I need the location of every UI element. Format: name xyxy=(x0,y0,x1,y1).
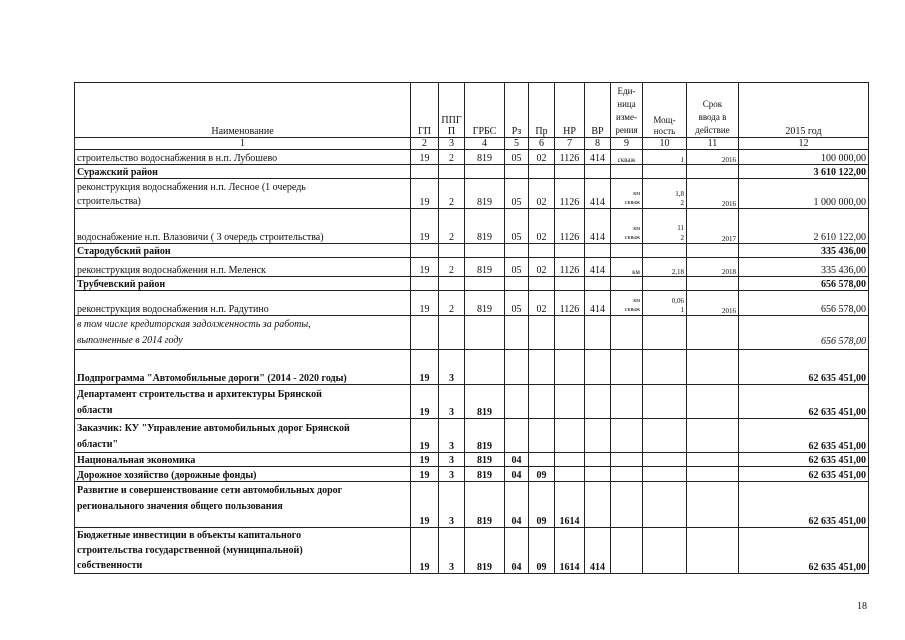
cell-unit: скваж xyxy=(611,150,643,165)
cell-nr: 1614 xyxy=(555,528,585,574)
cell-grbs xyxy=(465,350,505,385)
cell-power xyxy=(643,244,687,258)
cell-vr xyxy=(585,277,611,291)
cell-vr xyxy=(585,419,611,453)
colnum: 3 xyxy=(439,138,465,150)
cell-pr xyxy=(529,316,555,350)
cell-pr: 02 xyxy=(529,291,555,316)
cell-nr xyxy=(555,453,585,467)
cell-ppgp: 3 xyxy=(439,453,465,467)
cell-grbs: 819 xyxy=(465,467,505,482)
colnum: 7 xyxy=(555,138,585,150)
cell-pr: 09 xyxy=(529,482,555,528)
budget-table xyxy=(74,82,869,574)
cell-amount: 62 635 451,00 xyxy=(739,453,869,467)
header-term: Срок ввода в действие xyxy=(687,83,739,138)
cell-vr: 414 xyxy=(585,258,611,277)
cell-unit: км скваж xyxy=(611,291,643,316)
cell-vr xyxy=(585,316,611,350)
cell-vr xyxy=(585,165,611,179)
cell-amount: 656 578,00 xyxy=(739,277,869,291)
page-number: 18 xyxy=(857,601,867,612)
cell-amount: 62 635 451,00 xyxy=(739,528,869,574)
header-name: Наименование xyxy=(75,83,411,138)
cell-ppgp: 2 xyxy=(439,179,465,209)
cell-nr: 1126 xyxy=(555,209,585,244)
cell-rz: 04 xyxy=(505,467,529,482)
cell-vr xyxy=(585,385,611,419)
cell-gp: 19 xyxy=(411,209,439,244)
cell-grbs: 819 xyxy=(465,209,505,244)
cell-rz: 05 xyxy=(505,291,529,316)
cell-vr xyxy=(585,453,611,467)
cell-rz xyxy=(505,419,529,453)
cell-nr xyxy=(555,419,585,453)
cell-ppgp: 2 xyxy=(439,209,465,244)
cell-amount: 62 635 451,00 xyxy=(739,482,869,528)
row-name: Департамент строительства и архитектуры Брянской области xyxy=(75,385,411,419)
cell-term: 2018 xyxy=(687,258,739,277)
cell-grbs: 819 xyxy=(465,453,505,467)
table-row xyxy=(75,419,869,453)
row-name: Дорожное хозяйство (дорожные фонды) xyxy=(75,467,411,482)
colnum: 10 xyxy=(643,138,687,150)
cell-term xyxy=(687,350,739,385)
table-row xyxy=(75,385,869,419)
cell-ppgp: 3 xyxy=(439,419,465,453)
cell-pr: 02 xyxy=(529,209,555,244)
colnum: 4 xyxy=(465,138,505,150)
cell-grbs: 819 xyxy=(465,528,505,574)
table-row xyxy=(75,179,869,209)
cell-nr xyxy=(555,277,585,291)
cell-term xyxy=(687,244,739,258)
cell-gp: 19 xyxy=(411,150,439,165)
table-row xyxy=(75,350,869,385)
cell-power: 2,18 xyxy=(643,258,687,277)
cell-gp xyxy=(411,244,439,258)
cell-term xyxy=(687,419,739,453)
cell-nr xyxy=(555,244,585,258)
cell-term xyxy=(687,453,739,467)
cell-rz: 04 xyxy=(505,528,529,574)
cell-nr xyxy=(555,467,585,482)
colnum: 5 xyxy=(505,138,529,150)
cell-ppgp: 3 xyxy=(439,482,465,528)
cell-gp: 19 xyxy=(411,179,439,209)
row-name: реконструкция водоснабжения н.п. Лесное (1 очередь строительства) xyxy=(75,179,411,209)
cell-gp: 19 xyxy=(411,350,439,385)
cell-unit xyxy=(611,277,643,291)
row-name: Развитие и совершенствование сети автомобильных дорог регионального значения общего пользования xyxy=(75,482,411,528)
cell-term: 2016 xyxy=(687,150,739,165)
table-row xyxy=(75,528,869,574)
cell-ppgp: 3 xyxy=(439,385,465,419)
table-row xyxy=(75,165,869,179)
table-row xyxy=(75,467,869,482)
cell-vr xyxy=(585,350,611,385)
cell-power: 11 2 xyxy=(643,209,687,244)
cell-power: 1 xyxy=(643,150,687,165)
table-row xyxy=(75,482,869,528)
table-row xyxy=(75,277,869,291)
cell-unit xyxy=(611,453,643,467)
cell-nr xyxy=(555,165,585,179)
cell-power xyxy=(643,482,687,528)
table-row xyxy=(75,291,869,316)
cell-ppgp: 2 xyxy=(439,258,465,277)
cell-grbs xyxy=(465,165,505,179)
header-nr: НР xyxy=(555,83,585,138)
cell-ppgp xyxy=(439,277,465,291)
row-name: в том числе кредиторская задолженность за работы, выполненные в 2014 году xyxy=(75,316,411,350)
cell-amount: 62 635 451,00 xyxy=(739,385,869,419)
header-unit: Еди- ница изме- рения xyxy=(611,83,643,138)
cell-pr: 09 xyxy=(529,467,555,482)
cell-rz: 04 xyxy=(505,453,529,467)
cell-power: 1,8 2 xyxy=(643,179,687,209)
colnum: 12 xyxy=(739,138,869,150)
header-vr: ВР xyxy=(585,83,611,138)
cell-nr: 1614 xyxy=(555,482,585,528)
cell-amount: 3 610 122,00 xyxy=(739,165,869,179)
header-ppgp: ППГ П xyxy=(439,83,465,138)
cell-power xyxy=(643,528,687,574)
header-grbs: ГРБС xyxy=(465,83,505,138)
row-name: Подпрограмма "Автомобильные дороги" (2014 - 2020 годы) xyxy=(75,350,411,385)
row-name: Стародубский район xyxy=(75,244,411,258)
header-rz: Рз xyxy=(505,83,529,138)
cell-unit xyxy=(611,419,643,453)
cell-vr xyxy=(585,482,611,528)
cell-gp: 19 xyxy=(411,467,439,482)
colnum: 8 xyxy=(585,138,611,150)
cell-grbs: 819 xyxy=(465,258,505,277)
cell-pr xyxy=(529,277,555,291)
cell-unit xyxy=(611,316,643,350)
cell-pr xyxy=(529,385,555,419)
cell-gp: 19 xyxy=(411,258,439,277)
cell-amount: 62 635 451,00 xyxy=(739,350,869,385)
cell-ppgp xyxy=(439,244,465,258)
cell-power xyxy=(643,316,687,350)
cell-vr: 414 xyxy=(585,150,611,165)
cell-amount: 656 578,00 xyxy=(739,316,869,350)
cell-ppgp: 2 xyxy=(439,291,465,316)
colnum: 1 xyxy=(75,138,411,150)
colnum: 11 xyxy=(687,138,739,150)
cell-power xyxy=(643,277,687,291)
colnum: 2 xyxy=(411,138,439,150)
row-name: реконструкция водоснабжения н.п. Меленск xyxy=(75,258,411,277)
table-row xyxy=(75,150,869,165)
cell-power xyxy=(643,385,687,419)
cell-amount: 62 635 451,00 xyxy=(739,467,869,482)
cell-pr: 02 xyxy=(529,258,555,277)
cell-unit: км xyxy=(611,258,643,277)
colnum: 9 xyxy=(611,138,643,150)
cell-unit: км скваж xyxy=(611,209,643,244)
cell-nr: 1126 xyxy=(555,291,585,316)
cell-unit xyxy=(611,165,643,179)
cell-amount: 335 436,00 xyxy=(739,258,869,277)
cell-grbs: 819 xyxy=(465,291,505,316)
cell-rz xyxy=(505,165,529,179)
row-name: водоснабжение н.п. Влазовичи ( 3 очередь строительства) xyxy=(75,209,411,244)
table-row xyxy=(75,316,869,350)
table-row xyxy=(75,258,869,277)
cell-nr xyxy=(555,350,585,385)
cell-unit xyxy=(611,385,643,419)
row-name: Трубчевский район xyxy=(75,277,411,291)
cell-nr xyxy=(555,385,585,419)
cell-gp: 19 xyxy=(411,482,439,528)
header-year: 2015 год xyxy=(739,83,869,138)
cell-nr: 1126 xyxy=(555,179,585,209)
cell-unit xyxy=(611,528,643,574)
cell-power xyxy=(643,467,687,482)
cell-grbs: 819 xyxy=(465,419,505,453)
cell-ppgp xyxy=(439,165,465,179)
cell-rz xyxy=(505,385,529,419)
cell-rz: 05 xyxy=(505,179,529,209)
row-name: Суражский район xyxy=(75,165,411,179)
cell-term xyxy=(687,277,739,291)
cell-power: 0,06 1 xyxy=(643,291,687,316)
cell-amount: 2 610 122,00 xyxy=(739,209,869,244)
cell-power xyxy=(643,350,687,385)
cell-unit xyxy=(611,482,643,528)
cell-rz: 04 xyxy=(505,482,529,528)
cell-term xyxy=(687,528,739,574)
cell-vr xyxy=(585,467,611,482)
row-name: строительство водоснабжения в н.п. Лубошево xyxy=(75,150,411,165)
cell-gp: 19 xyxy=(411,385,439,419)
cell-amount: 62 635 451,00 xyxy=(739,419,869,453)
cell-amount: 656 578,00 xyxy=(739,291,869,316)
cell-pr xyxy=(529,453,555,467)
cell-gp: 19 xyxy=(411,453,439,467)
cell-amount: 1 000 000,00 xyxy=(739,179,869,209)
cell-pr xyxy=(529,419,555,453)
cell-rz xyxy=(505,316,529,350)
cell-grbs: 819 xyxy=(465,150,505,165)
cell-ppgp: 2 xyxy=(439,150,465,165)
cell-grbs xyxy=(465,277,505,291)
header-power: Мощ- ность xyxy=(643,83,687,138)
cell-rz: 05 xyxy=(505,209,529,244)
cell-rz: 05 xyxy=(505,258,529,277)
row-name: Заказчик: КУ "Управление автомобильных дорог Брянской области" xyxy=(75,419,411,453)
table-row xyxy=(75,209,869,244)
cell-term xyxy=(687,385,739,419)
cell-ppgp xyxy=(439,316,465,350)
row-name: Бюджетные инвестиции в объекты капитального строительства государственной (муниципальной) собственности xyxy=(75,528,411,574)
cell-rz xyxy=(505,277,529,291)
cell-grbs xyxy=(465,316,505,350)
table-row xyxy=(75,453,869,467)
cell-term xyxy=(687,316,739,350)
cell-pr: 02 xyxy=(529,150,555,165)
row-name: Национальная экономика xyxy=(75,453,411,467)
cell-unit: км скваж xyxy=(611,179,643,209)
header-pr: Пр xyxy=(529,83,555,138)
cell-gp: 19 xyxy=(411,419,439,453)
row-name: реконструкция водоснабжения н.п. Радутино xyxy=(75,291,411,316)
cell-vr: 414 xyxy=(585,179,611,209)
cell-term: 2016 xyxy=(687,291,739,316)
cell-grbs xyxy=(465,244,505,258)
cell-pr: 02 xyxy=(529,179,555,209)
cell-grbs: 819 xyxy=(465,179,505,209)
cell-nr: 1126 xyxy=(555,258,585,277)
cell-unit xyxy=(611,467,643,482)
cell-gp xyxy=(411,277,439,291)
cell-amount: 100 000,00 xyxy=(739,150,869,165)
cell-gp: 19 xyxy=(411,291,439,316)
cell-unit xyxy=(611,350,643,385)
cell-gp xyxy=(411,316,439,350)
cell-gp xyxy=(411,165,439,179)
cell-term xyxy=(687,467,739,482)
cell-amount: 335 436,00 xyxy=(739,244,869,258)
column-numbers-row xyxy=(75,138,869,150)
cell-power xyxy=(643,453,687,467)
cell-grbs: 819 xyxy=(465,482,505,528)
cell-power xyxy=(643,419,687,453)
cell-pr xyxy=(529,244,555,258)
cell-term: 2017 xyxy=(687,209,739,244)
cell-ppgp: 3 xyxy=(439,350,465,385)
cell-power xyxy=(643,165,687,179)
cell-nr xyxy=(555,316,585,350)
cell-nr: 1126 xyxy=(555,150,585,165)
cell-grbs: 819 xyxy=(465,385,505,419)
cell-unit xyxy=(611,244,643,258)
cell-rz: 05 xyxy=(505,150,529,165)
colnum: 6 xyxy=(529,138,555,150)
cell-gp: 19 xyxy=(411,528,439,574)
cell-vr: 414 xyxy=(585,209,611,244)
cell-rz xyxy=(505,350,529,385)
cell-pr xyxy=(529,350,555,385)
cell-pr: 09 xyxy=(529,528,555,574)
table-row xyxy=(75,244,869,258)
header-row xyxy=(75,83,869,138)
cell-term xyxy=(687,482,739,528)
cell-term xyxy=(687,165,739,179)
cell-rz xyxy=(505,244,529,258)
cell-vr: 414 xyxy=(585,528,611,574)
cell-ppgp: 3 xyxy=(439,467,465,482)
cell-ppgp: 3 xyxy=(439,528,465,574)
cell-term: 2016 xyxy=(687,179,739,209)
header-gp: ГП xyxy=(411,83,439,138)
cell-vr: 414 xyxy=(585,291,611,316)
cell-vr xyxy=(585,244,611,258)
cell-pr xyxy=(529,165,555,179)
